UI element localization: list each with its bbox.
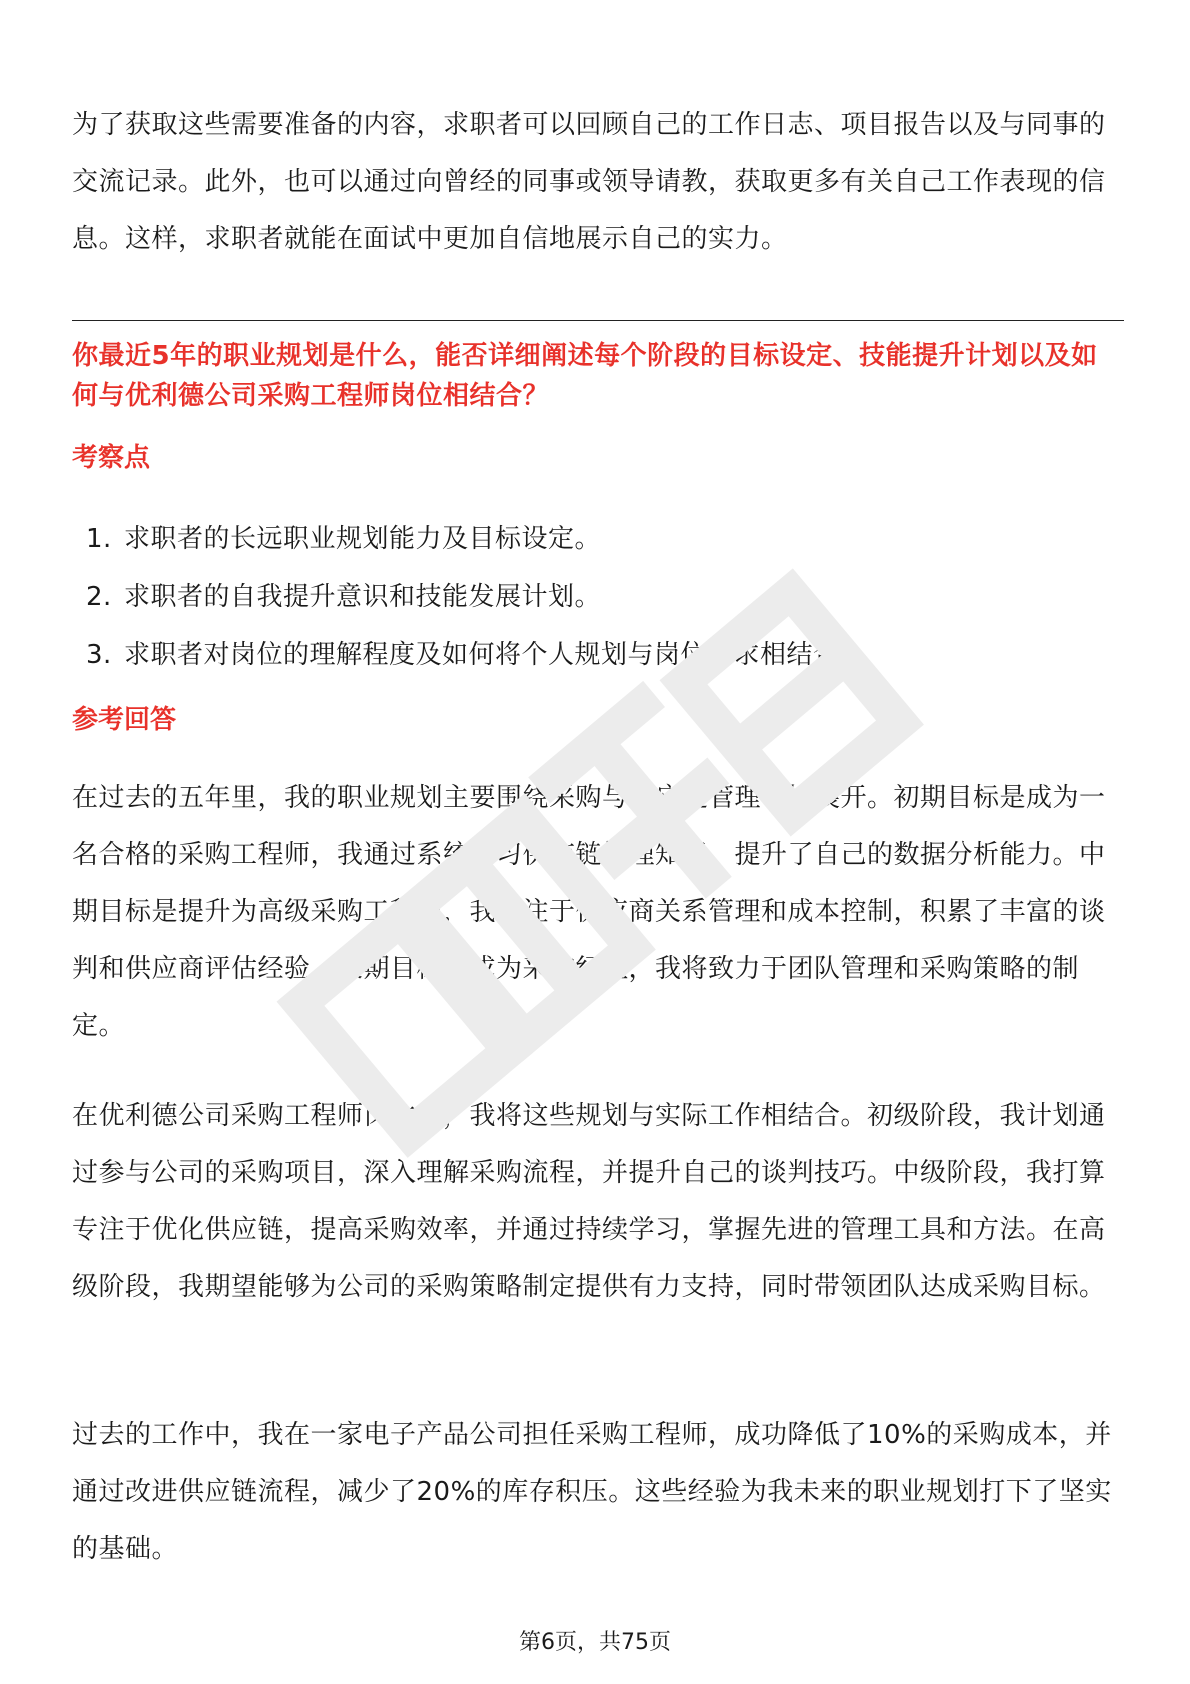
- focus-item: [86, 626, 1116, 684]
- focus-item-text: 求职者的长远职业规划能力及目标设定。: [124, 524, 602, 554]
- answer-paragraph: 在优利德公司采购工程师岗位上，我将这些规划与实际工作相结合。初级阶段，我计划通过参与公司的采购项目，深入理解采购流程，并提升自己的谈判技巧。中级阶段，我打算专注于优化供应链，提高采购效率，并通过持续学习，掌握先进的管理工具和方法。在高级阶段，我期望能够为公司的采购策略制定提供有力支持，同时带领团队达成采购目标。: [72, 1101, 1106, 1302]
- answer-paragraph: 过去的工作中，我在一家电子产品公司担任采购工程师，成功降低了10%的采购成本，并通过改进供应链流程，减少了20%的库存积压。这些经验为我未来的职业规划打下了坚实的基础。: [72, 1420, 1112, 1564]
- intro-paragraph: 为了获取这些需要准备的内容，求职者可以回顾自己的工作日志、项目报告以及与同事的交流记录。此外，也可以通过向曾经的同事或领导请教，获取更多有关自己工作表现的信息。这样，求职者就能在面试中更加自信地展示自己的实力。: [72, 110, 1106, 254]
- focus-item-number: 3.: [86, 640, 112, 670]
- focus-list: [86, 510, 1116, 684]
- focus-heading: 考察点: [72, 443, 151, 473]
- focus-item-number: 2.: [86, 582, 112, 612]
- answer-heading: 参考回答: [72, 705, 177, 735]
- focus-item-number: 1.: [86, 524, 112, 554]
- focus-item-text: 求职者对岗位的理解程度及如何将个人规划与岗位要求相结合。: [124, 640, 867, 670]
- focus-item: [86, 510, 1116, 568]
- focus-item-text: 求职者的自我提升意识和技能发展计划。: [124, 582, 602, 612]
- page-footer: 第6页，共75页: [519, 1630, 671, 1655]
- focus-item: [86, 568, 1116, 626]
- section-divider: [72, 320, 1124, 321]
- question-title: 你最近5年的职业规划是什么，能否详细阐述每个阶段的目标设定、技能提升计划以及如何与优利德公司采购工程师岗位相结合？: [72, 341, 1098, 411]
- answer-paragraph: 在过去的五年里，我的职业规划主要围绕采购与供应链管理领域展开。初期目标是成为一名合格的采购工程师，我通过系统学习供应链管理知识，提升了自己的数据分析能力。中期目标是提升为高级采购工程师，我专注于供应商关系管理和成本控制，积累了丰富的谈判和供应商评估经验。长期目标是成为采购经理，我将致力于团队管理和采购策略的制定。: [72, 783, 1106, 1041]
